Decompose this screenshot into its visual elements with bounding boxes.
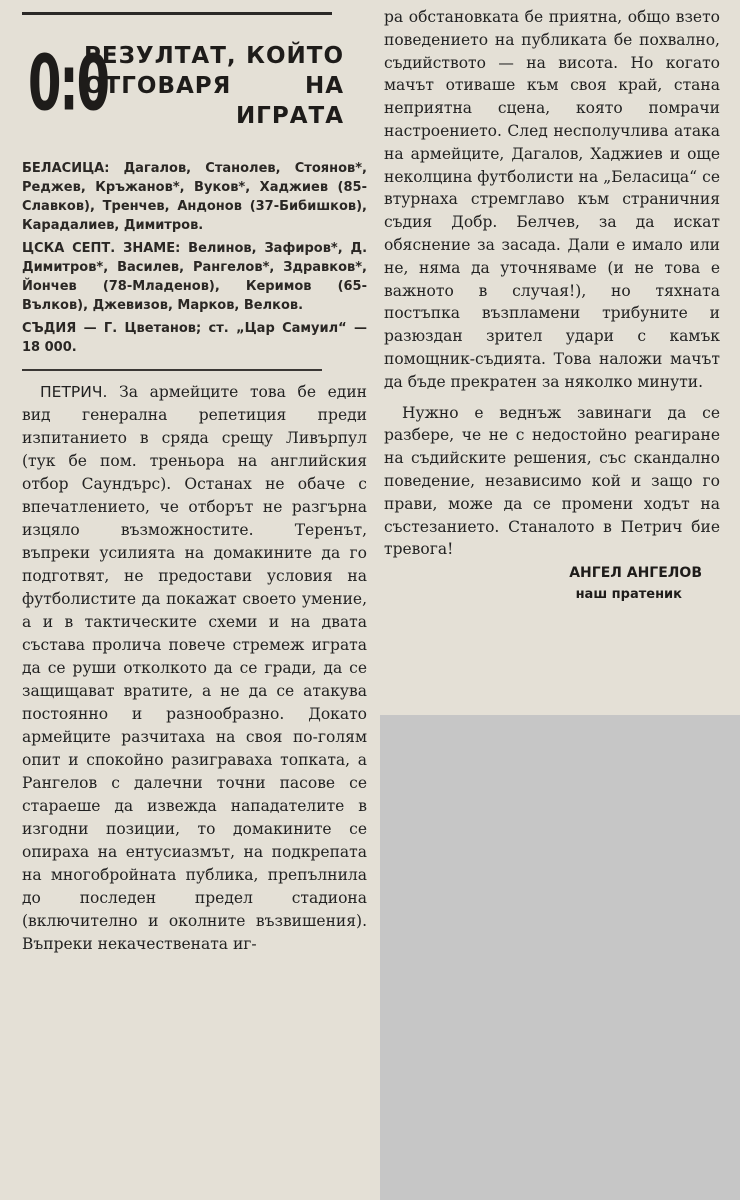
blank-area [380,715,740,1200]
score: 0:0 [28,38,108,129]
dateline-place: ПЕТРИЧ. [40,383,108,401]
headline-block [22,33,367,143]
lineup-cska [22,239,367,315]
team1-players: Дагалов, Станолев, Стоянов*, Реджев, Кръжанов*, Вуков*, Хаджиев (85-Славков), Тренчев, Андонов (37-Бибишков), Карадалиев, Димитров. [22,161,367,233]
referee-line [22,319,367,357]
article-right-text-2: Нужно е веднъж завинаги да се разбере, че не с недостойно реагиране на съдийските решения, със скандално поведение, независимо кой и защо го прави, може да се промени ходът на състезанието. Станалото в Петрич бие тревога! [384,403,720,559]
article-left-text [22,381,367,956]
article-right-text-1: ра обстановката бе приятна, общо взето поведението на публиката бе похвално, съдийството — на висота. Но когато мачът отиваше към своя край, стана неприятна сцена, която помрачи настроението. След несполучлива атака на армейците, Дагалов, Хаджиев и още неколцина футболисти на „Беласица“ се втурнаха стремглаво към страничния съдия Добр. Белчев, за да искат обяснение за засада. Дали е имало или не, няма да уточняваме (и не това е важното в случая!), но тяхната постъпка възпламени трибуните и разюздан зрител удари с камък помощник-съдията. Това наложи мачът да бъде прекратен за няколко минути. [384,8,720,391]
right-column [384,6,720,605]
team2-players: Велинов, Зафиров*, Д. Димитров*, Василев, Рангелов*, Здравков*, Йончев (78-Младенов), Керимов (65-Вълков), Джевизов, Марков, Велков. [22,241,368,313]
referee-label: СЪДИЯ [22,321,77,336]
left-column [22,0,367,1200]
section-rule [22,369,322,371]
referee-info: — Г. Цветанов; ст. „Цар Самуил“ — 18 000. [22,321,368,355]
headline-title: РЕЗУЛТАТ, КОЙТО ОТГОВАРЯ НА ИГРАТА [84,43,344,129]
team1-label: БЕЛАСИЦА: [22,161,110,176]
author-role: наш пратеник [575,587,682,603]
author-name: АНГЕЛ АНГЕЛОВ [569,565,702,582]
lineup-belasitsa [22,159,367,235]
article-left-body: За армейците това бе един вид генерална репетиция преди изпитанието в сряда срещу Ливърпул (тук бе пом. треньора на английския отбор Саундърс). Останах не обаче с впечатлението, че отборът не разгърна изцяло възможностите. Теренът, въпреки усилията на домакините да го подготвят, не предостави условия на футболистите да покажат своето умение, а и в тактическите схеми и на двата състава пролича повече стремеж играта да се руши отколкото да се гради, да се защищават вратите, а не да се атакува постоянно и разнообразно. Докато армейците разчитаха на своя по-голям опит и спокойно разиграваха топката, а Рангелов с далечни точни пасове се стараеше да извежда нападателите в изгодни позиции, то домакините се опираха на ентусиазмът, на подкрепата на многобройната публика, препълнила до последен предел стадиона (включително и околните възвишения). Въпреки некачествената иг- [22,383,367,953]
team2-label: ЦСКА СЕПТ. ЗНАМЕ: [22,241,181,256]
